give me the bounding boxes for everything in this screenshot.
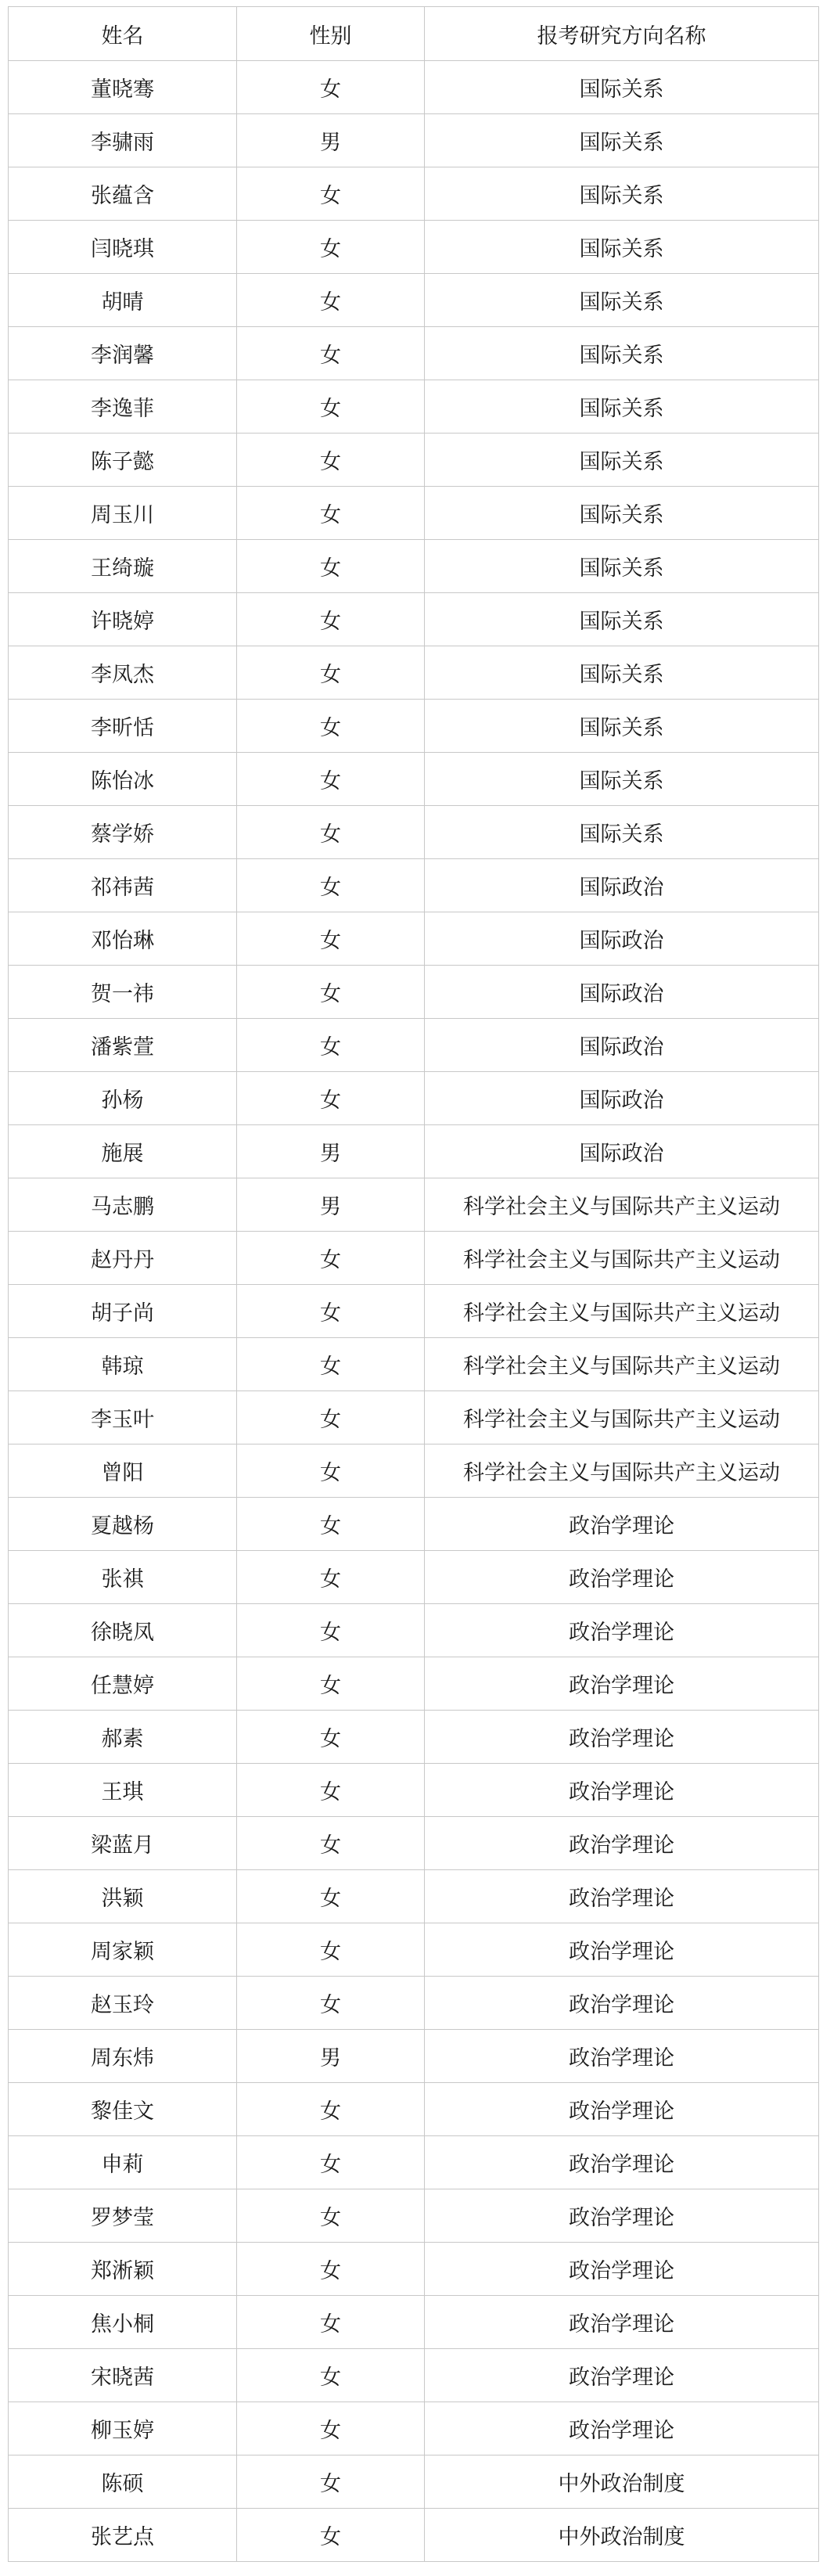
gender-cell: 女 [237,1445,425,1498]
gender-cell: 女 [237,2189,425,2243]
name-cell: 任慧婷 [9,1657,237,1711]
header-gender: 性别 [237,7,425,61]
gender-cell: 女 [237,1498,425,1551]
table-row [9,1817,819,1870]
gender-cell: 男 [237,1125,425,1178]
gender-cell: 女 [237,2455,425,2509]
name-cell: 焦小桐 [9,2296,237,2349]
direction-cell: 政治学理论 [425,2349,819,2402]
table-row [9,2509,819,2562]
direction-cell: 国际关系 [425,61,819,114]
name-cell: 贺一祎 [9,966,237,1019]
gender-cell: 女 [237,859,425,912]
gender-cell: 女 [237,2509,425,2562]
direction-cell: 国际政治 [425,966,819,1019]
name-cell: 邓怡琳 [9,912,237,966]
table-row [9,753,819,806]
gender-cell: 女 [237,540,425,593]
gender-cell: 女 [237,966,425,1019]
direction-cell: 政治学理论 [425,1870,819,1923]
gender-cell: 女 [237,2296,425,2349]
direction-cell: 国际关系 [425,380,819,434]
direction-cell: 国际关系 [425,114,819,167]
direction-cell: 国际关系 [425,806,819,859]
table-row [9,2243,819,2296]
gender-cell: 女 [237,434,425,487]
table-row [9,2136,819,2189]
direction-cell: 国际关系 [425,753,819,806]
name-cell: 董晓骞 [9,61,237,114]
table-row [9,1391,819,1445]
gender-cell: 女 [237,593,425,646]
gender-cell: 女 [237,1923,425,1977]
table-row [9,2030,819,2083]
direction-cell: 政治学理论 [425,2136,819,2189]
direction-cell: 政治学理论 [425,1604,819,1657]
gender-cell: 女 [237,1977,425,2030]
direction-cell: 政治学理论 [425,1764,819,1817]
direction-cell: 国际政治 [425,1072,819,1125]
direction-cell: 国际关系 [425,274,819,327]
name-cell: 梁蓝月 [9,1817,237,1870]
gender-cell: 女 [237,806,425,859]
table-row [9,1232,819,1285]
gender-cell: 女 [237,1711,425,1764]
gender-cell: 女 [237,380,425,434]
name-cell: 李润馨 [9,327,237,380]
table-row [9,114,819,167]
table-row [9,1923,819,1977]
table-row [9,274,819,327]
direction-cell: 政治学理论 [425,2296,819,2349]
direction-cell: 国际关系 [425,646,819,700]
name-cell: 蔡学娇 [9,806,237,859]
name-cell: 王绮璇 [9,540,237,593]
name-cell: 周家颖 [9,1923,237,1977]
name-cell: 申莉 [9,2136,237,2189]
direction-cell: 政治学理论 [425,1711,819,1764]
name-cell: 李骕雨 [9,114,237,167]
name-cell: 马志鹏 [9,1178,237,1232]
table-row [9,700,819,753]
direction-cell: 政治学理论 [425,1923,819,1977]
name-cell: 张蕴含 [9,167,237,221]
gender-cell: 男 [237,1178,425,1232]
gender-cell: 女 [237,1657,425,1711]
table-row [9,221,819,274]
gender-cell: 女 [237,753,425,806]
name-cell: 郝素 [9,1711,237,1764]
direction-cell: 国际政治 [425,912,819,966]
direction-cell: 中外政治制度 [425,2509,819,2562]
gender-cell: 女 [237,1019,425,1072]
table-row [9,1019,819,1072]
name-cell: 周东炜 [9,2030,237,2083]
name-cell: 李逸菲 [9,380,237,434]
table-row [9,167,819,221]
name-cell: 赵玉玲 [9,1977,237,2030]
gender-cell: 男 [237,114,425,167]
name-cell: 王琪 [9,1764,237,1817]
table-row [9,806,819,859]
gender-cell: 女 [237,274,425,327]
name-cell: 孙杨 [9,1072,237,1125]
gender-cell: 女 [237,1338,425,1391]
gender-cell: 女 [237,2402,425,2455]
direction-cell: 国际关系 [425,700,819,753]
gender-cell: 女 [237,2136,425,2189]
gender-cell: 女 [237,221,425,274]
direction-cell: 国际关系 [425,487,819,540]
direction-cell: 科学社会主义与国际共产主义运动 [425,1445,819,1498]
name-cell: 郑淅颖 [9,2243,237,2296]
direction-cell: 政治学理论 [425,2083,819,2136]
direction-cell: 政治学理论 [425,2189,819,2243]
gender-cell: 女 [237,1391,425,1445]
table-row [9,1125,819,1178]
table-row [9,1711,819,1764]
name-cell: 潘紫萱 [9,1019,237,1072]
name-cell: 李玉叶 [9,1391,237,1445]
gender-cell: 女 [237,1764,425,1817]
direction-cell: 国际政治 [425,859,819,912]
direction-cell: 国际关系 [425,327,819,380]
table-row [9,2296,819,2349]
table-row [9,487,819,540]
table-row [9,61,819,114]
table-body [9,61,819,2562]
table-row [9,1445,819,1498]
direction-cell: 中外政治制度 [425,2455,819,2509]
table-row [9,1178,819,1232]
name-cell: 陈硕 [9,2455,237,2509]
name-cell: 张祺 [9,1551,237,1604]
direction-cell: 科学社会主义与国际共产主义运动 [425,1178,819,1232]
direction-cell: 政治学理论 [425,1551,819,1604]
header-research-direction: 报考研究方向名称 [425,7,819,61]
table-row [9,966,819,1019]
direction-cell: 国际关系 [425,167,819,221]
direction-cell: 政治学理论 [425,1498,819,1551]
gender-cell: 女 [237,700,425,753]
header-name: 姓名 [9,7,237,61]
name-cell: 陈怡冰 [9,753,237,806]
table-row [9,912,819,966]
table-row [9,434,819,487]
name-cell: 张艺点 [9,2509,237,2562]
direction-cell: 国际政治 [425,1125,819,1178]
table-row [9,2349,819,2402]
direction-cell: 政治学理论 [425,2243,819,2296]
direction-cell: 政治学理论 [425,1657,819,1711]
direction-cell: 科学社会主义与国际共产主义运动 [425,1338,819,1391]
direction-cell: 国际关系 [425,540,819,593]
gender-cell: 女 [237,167,425,221]
direction-cell: 政治学理论 [425,2402,819,2455]
name-cell: 施展 [9,1125,237,1178]
gender-cell: 女 [237,2083,425,2136]
table-header-row [9,7,819,61]
direction-cell: 国际关系 [425,434,819,487]
table-row [9,593,819,646]
table-row [9,1870,819,1923]
table-row [9,540,819,593]
table-row [9,2455,819,2509]
table-row [9,1604,819,1657]
gender-cell: 女 [237,61,425,114]
table-row [9,380,819,434]
direction-cell: 科学社会主义与国际共产主义运动 [425,1232,819,1285]
direction-cell: 国际关系 [425,221,819,274]
name-cell: 洪颖 [9,1870,237,1923]
gender-cell: 女 [237,646,425,700]
gender-cell: 男 [237,2030,425,2083]
gender-cell: 女 [237,1604,425,1657]
gender-cell: 女 [237,1817,425,1870]
name-cell: 曾阳 [9,1445,237,1498]
gender-cell: 女 [237,327,425,380]
direction-cell: 科学社会主义与国际共产主义运动 [425,1285,819,1338]
gender-cell: 女 [237,1232,425,1285]
table-row [9,2189,819,2243]
name-cell: 罗梦莹 [9,2189,237,2243]
table-row [9,859,819,912]
direction-cell: 国际关系 [425,593,819,646]
name-cell: 闫晓琪 [9,221,237,274]
name-cell: 徐晓凤 [9,1604,237,1657]
table-row [9,1764,819,1817]
gender-cell: 女 [237,1072,425,1125]
admission-list-table [8,6,819,2562]
name-cell: 赵丹丹 [9,1232,237,1285]
name-cell: 陈子懿 [9,434,237,487]
name-cell: 周玉川 [9,487,237,540]
table-row [9,2402,819,2455]
name-cell: 许晓婷 [9,593,237,646]
name-cell: 李昕恬 [9,700,237,753]
gender-cell: 女 [237,487,425,540]
name-cell: 夏越杨 [9,1498,237,1551]
name-cell: 胡子尚 [9,1285,237,1338]
gender-cell: 女 [237,2349,425,2402]
direction-cell: 科学社会主义与国际共产主义运动 [425,1391,819,1445]
direction-cell: 政治学理论 [425,1817,819,1870]
gender-cell: 女 [237,1551,425,1604]
table-row [9,1285,819,1338]
direction-cell: 国际政治 [425,1019,819,1072]
name-cell: 祁祎茜 [9,859,237,912]
name-cell: 韩琼 [9,1338,237,1391]
table-row [9,327,819,380]
table-row [9,1551,819,1604]
table-row [9,1072,819,1125]
table-row [9,1498,819,1551]
name-cell: 李凤杰 [9,646,237,700]
direction-cell: 政治学理论 [425,2030,819,2083]
table-row [9,1338,819,1391]
name-cell: 胡晴 [9,274,237,327]
gender-cell: 女 [237,1285,425,1338]
table-row [9,1657,819,1711]
direction-cell: 政治学理论 [425,1977,819,2030]
gender-cell: 女 [237,1870,425,1923]
name-cell: 柳玉婷 [9,2402,237,2455]
name-cell: 宋晓茜 [9,2349,237,2402]
table-row [9,2083,819,2136]
table-row [9,646,819,700]
gender-cell: 女 [237,912,425,966]
name-cell: 黎佳文 [9,2083,237,2136]
table-row [9,1977,819,2030]
gender-cell: 女 [237,2243,425,2296]
